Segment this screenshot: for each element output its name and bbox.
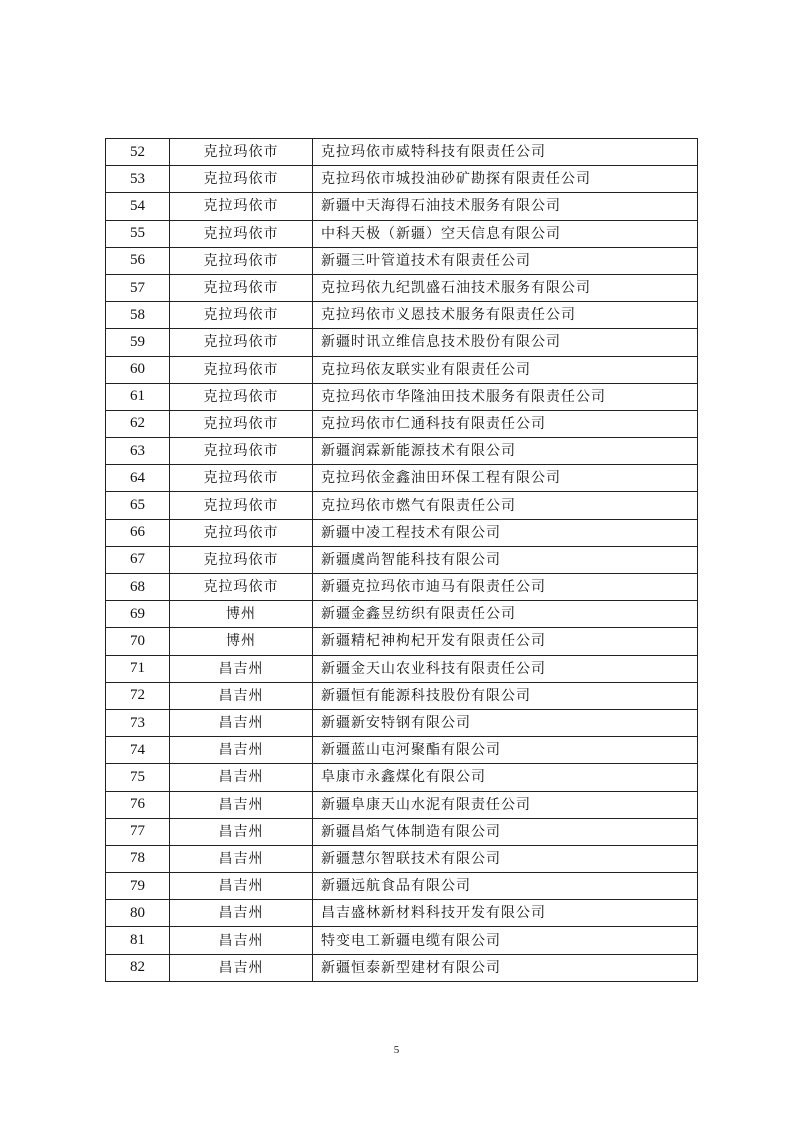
row-number: 64	[106, 465, 170, 492]
row-company-name: 克拉玛依友联实业有限责任公司	[313, 356, 698, 383]
row-region: 昌吉州	[170, 791, 313, 818]
table-row	[106, 465, 698, 492]
row-number: 78	[106, 845, 170, 872]
row-company-name: 新疆克拉玛依市迪马有限责任公司	[313, 574, 698, 601]
row-company-name: 克拉玛依市华隆油田技术服务有限责任公司	[313, 383, 698, 410]
table-row	[106, 247, 698, 274]
row-company-name: 新疆中凌工程技术有限公司	[313, 519, 698, 546]
row-number: 56	[106, 247, 170, 274]
row-region: 昌吉州	[170, 818, 313, 845]
table-row	[106, 574, 698, 601]
table-row	[106, 818, 698, 845]
row-number: 81	[106, 927, 170, 954]
row-number: 63	[106, 438, 170, 465]
row-region: 克拉玛依市	[170, 546, 313, 573]
row-company-name: 特变电工新疆电缆有限公司	[313, 927, 698, 954]
row-number: 77	[106, 818, 170, 845]
row-number: 58	[106, 302, 170, 329]
table-row	[106, 601, 698, 628]
row-number: 71	[106, 655, 170, 682]
row-region: 克拉玛依市	[170, 247, 313, 274]
row-company-name: 阜康市永鑫煤化有限公司	[313, 764, 698, 791]
row-company-name: 克拉玛依市义恩技术服务有限责任公司	[313, 302, 698, 329]
table-row	[106, 546, 698, 573]
table-row	[106, 492, 698, 519]
row-company-name: 新疆精杞神枸杞开发有限责任公司	[313, 628, 698, 655]
table-row	[106, 655, 698, 682]
row-region: 昌吉州	[170, 709, 313, 736]
table-row	[106, 628, 698, 655]
table-row	[106, 900, 698, 927]
table-row	[106, 220, 698, 247]
row-region: 克拉玛依市	[170, 166, 313, 193]
row-company-name: 新疆恒有能源科技股份有限公司	[313, 682, 698, 709]
row-region: 博州	[170, 628, 313, 655]
row-company-name: 新疆昌焰气体制造有限公司	[313, 818, 698, 845]
table-row	[106, 166, 698, 193]
row-number: 66	[106, 519, 170, 546]
row-region: 克拉玛依市	[170, 193, 313, 220]
row-company-name: 新疆恒泰新型建材有限公司	[313, 954, 698, 981]
row-region: 昌吉州	[170, 873, 313, 900]
row-region: 昌吉州	[170, 655, 313, 682]
table-row	[106, 274, 698, 301]
row-company-name: 新疆中天海得石油技术服务有限公司	[313, 193, 698, 220]
page-number: 5	[393, 1044, 400, 1056]
table-row	[106, 356, 698, 383]
table-row	[106, 709, 698, 736]
table-row	[106, 927, 698, 954]
table-body	[106, 139, 698, 982]
row-company-name: 新疆远航食品有限公司	[313, 873, 698, 900]
row-region: 克拉玛依市	[170, 356, 313, 383]
row-number: 67	[106, 546, 170, 573]
row-number: 69	[106, 601, 170, 628]
table-row	[106, 737, 698, 764]
row-company-name: 新疆润霖新能源技术有限公司	[313, 438, 698, 465]
row-region: 昌吉州	[170, 682, 313, 709]
row-region: 克拉玛依市	[170, 302, 313, 329]
row-company-name: 克拉玛依市城投油砂矿勘探有限责任公司	[313, 166, 698, 193]
row-company-name: 新疆时讯立维信息技术股份有限公司	[313, 329, 698, 356]
row-number: 80	[106, 900, 170, 927]
row-number: 70	[106, 628, 170, 655]
row-region: 克拉玛依市	[170, 465, 313, 492]
table-row	[106, 845, 698, 872]
row-company-name: 克拉玛依市燃气有限责任公司	[313, 492, 698, 519]
table-row	[106, 682, 698, 709]
row-number: 74	[106, 737, 170, 764]
table-row	[106, 139, 698, 166]
row-region: 克拉玛依市	[170, 410, 313, 437]
row-number: 57	[106, 274, 170, 301]
row-region: 昌吉州	[170, 737, 313, 764]
row-region: 昌吉州	[170, 845, 313, 872]
row-company-name: 新疆金天山农业科技有限责任公司	[313, 655, 698, 682]
row-company-name: 新疆阜康天山水泥有限责任公司	[313, 791, 698, 818]
row-number: 73	[106, 709, 170, 736]
row-region: 昌吉州	[170, 764, 313, 791]
row-company-name: 中科天极（新疆）空天信息有限公司	[313, 220, 698, 247]
table-row	[106, 764, 698, 791]
row-region: 昌吉州	[170, 954, 313, 981]
table-row	[106, 954, 698, 981]
row-region: 克拉玛依市	[170, 220, 313, 247]
row-region: 克拉玛依市	[170, 329, 313, 356]
table-row	[106, 873, 698, 900]
row-number: 59	[106, 329, 170, 356]
row-number: 55	[106, 220, 170, 247]
row-number: 62	[106, 410, 170, 437]
table-row	[106, 302, 698, 329]
row-number: 75	[106, 764, 170, 791]
table-row	[106, 193, 698, 220]
row-number: 72	[106, 682, 170, 709]
row-region: 克拉玛依市	[170, 519, 313, 546]
row-region: 昌吉州	[170, 927, 313, 954]
row-region: 克拉玛依市	[170, 274, 313, 301]
row-region: 克拉玛依市	[170, 139, 313, 166]
row-company-name: 新疆虞尚智能科技有限公司	[313, 546, 698, 573]
row-number: 65	[106, 492, 170, 519]
table-row	[106, 791, 698, 818]
row-company-name: 克拉玛依市威特科技有限责任公司	[313, 139, 698, 166]
table-row	[106, 410, 698, 437]
row-company-name: 新疆三叶管道技术有限责任公司	[313, 247, 698, 274]
row-region: 克拉玛依市	[170, 574, 313, 601]
row-number: 53	[106, 166, 170, 193]
row-number: 61	[106, 383, 170, 410]
row-number: 76	[106, 791, 170, 818]
table-row	[106, 438, 698, 465]
row-region: 博州	[170, 601, 313, 628]
row-company-name: 新疆新安特钢有限公司	[313, 709, 698, 736]
row-number: 60	[106, 356, 170, 383]
row-number: 54	[106, 193, 170, 220]
row-number: 52	[106, 139, 170, 166]
row-number: 68	[106, 574, 170, 601]
table-row	[106, 519, 698, 546]
row-company-name: 新疆蓝山屯河聚酯有限公司	[313, 737, 698, 764]
row-region: 昌吉州	[170, 900, 313, 927]
row-number: 82	[106, 954, 170, 981]
row-region: 克拉玛依市	[170, 438, 313, 465]
row-company-name: 克拉玛依金鑫油田环保工程有限公司	[313, 465, 698, 492]
row-region: 克拉玛依市	[170, 383, 313, 410]
table-row	[106, 329, 698, 356]
row-company-name: 昌吉盛林新材料科技开发有限公司	[313, 900, 698, 927]
row-company-name: 新疆金鑫昱纺织有限责任公司	[313, 601, 698, 628]
row-company-name: 新疆慧尔智联技术有限公司	[313, 845, 698, 872]
company-list-table	[105, 138, 698, 982]
row-number: 79	[106, 873, 170, 900]
row-region: 克拉玛依市	[170, 492, 313, 519]
row-company-name: 克拉玛依市仁通科技有限责任公司	[313, 410, 698, 437]
row-company-name: 克拉玛依九纪凯盛石油技术服务有限公司	[313, 274, 698, 301]
table-row	[106, 383, 698, 410]
